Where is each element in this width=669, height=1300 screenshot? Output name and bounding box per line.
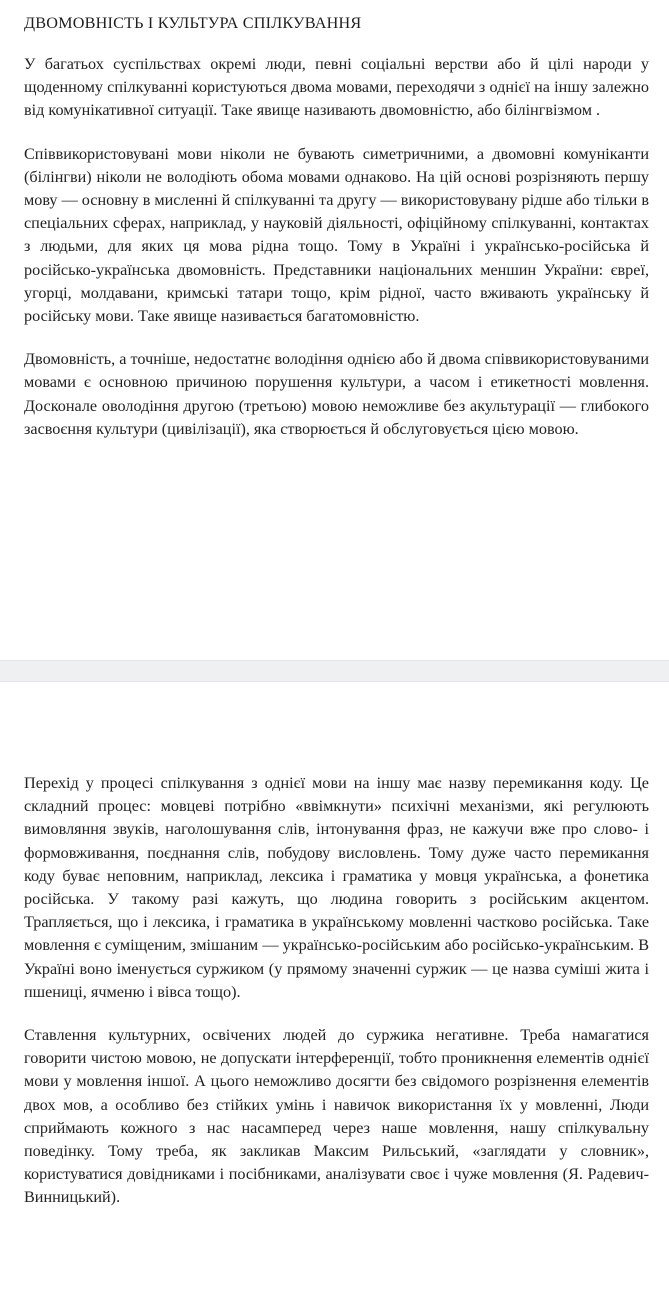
paragraph-acculturation: Двомовність, а точніше, недостатнє володіння однією або й двома співвикористовуваними мовами є основною причиною порушення культури, а часом і етикетності мовлення. Досконале оволодіння другою (третьою) мовою неможливе без акультурації — глибокого засвоєння культури (цивілізації), яка створюється й обслуговується цією мовою.: [24, 350, 649, 438]
paragraph-bilingualism-definition: У багатьох суспільствах окремі люди, певні соціальні верстви або й цілі народи у щоденному спілкуванні користуються двома мовами, переходячи з однієї на іншу залежно від комунікативної ситуації. Таке явище називають двомовністю, або білінгвізмом .: [24, 55, 649, 120]
page-separator: [0, 660, 669, 682]
document-title: ДВОМОВНІСТЬ І КУЛЬТУРА СПІЛКУВАННЯ: [24, 14, 362, 32]
paragraph-code-switching: Перехід у процесі спілкування з однієї мови на іншу має назву перемикання коду. Це складний процес: мовцеві потрібно «ввімкнути» психічні механізми, які регулюють вимовляння звуків, наголошування слів, інтонування фраз, не кажучи вже про слово- і формовживання, поєднання слів, побудову висловлень. Тому дуже часто перемикання коду буває неповним, наприклад, лексика і граматика у мовця українська, а фонетика російська. У такому разі кажуть, що людина говорить з російським акцентом. Трапляється, що і лексика, і граматика в українському мовленні частково російська. Таке мовлення є суміщеним, змішаним — українсько-російським або російсько-українським. В Україні воно іменується суржиком (у прямому значенні суржик — це назва суміші жита і пшениці, ячменю і вівса тощо).: [24, 774, 649, 1001]
document-page-2: [0, 682, 669, 1300]
paragraph-surzhyk-attitude: Ставлення культурних, освічених людей до суржика негативне. Треба намагатися говорити чистою мовою, не допускати інтерференції, тобто проникнення елементів однієї мови у мовлення іншої. А цього неможливо досягти без свідомого розрізнення елементів двох мов, а особливо без стійких умінь і навичок використання їх у мовленні, Люди сприймають кожного з нас насамперед через наше мовлення, нашу спілкувальну поведінку. Тому треба, як закликав Максим Рильський, «заглядати у словник», користуватися довідниками і посібниками, аналізувати своє і чуже мовлення (Я. Радевич-Винницький).: [24, 1026, 649, 1207]
paragraph-asymmetric-languages: Співвикористовувані мови ніколи не бувають симетричними, а двомовні комуніканти (білінгви) ніколи не володіють обома мовами однаково. На цій основі розрізняють першу мову — основну в мисленні й спілкуванні та другу — використовувану рідше або тільки в спеціальних сферах, наприклад, у науковій діяльності, офіційному спілкуванні, контактах з людьми, для яких ця мова рідна тощо. Тому в Україні і українсько-російська й російсько-українська двомовність. Представники національних меншин України: євреї, угорці, молдавани, кримські татари тощо, крім рідної, часто вживають українську й російську мови. Таке явище називається багатомовністю.: [24, 144, 649, 326]
